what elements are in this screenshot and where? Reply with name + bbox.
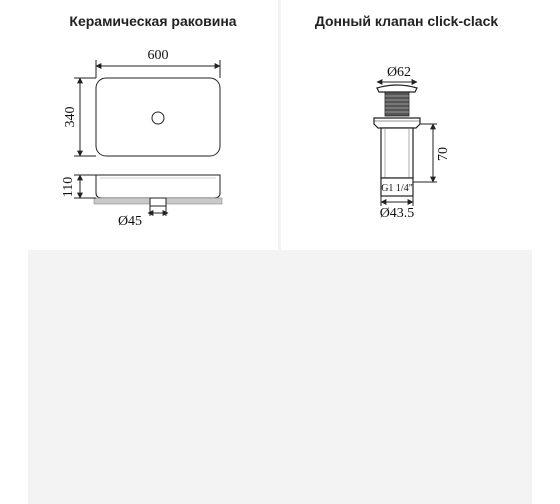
sink-title: Керамическая раковина — [69, 13, 237, 29]
valve-cap — [377, 85, 417, 92]
valve-drawing — [281, 0, 532, 250]
sink-width-label: 600 — [147, 48, 169, 63]
drain-outlet — [150, 198, 166, 206]
sink-drawing — [28, 0, 278, 250]
drain-hole — [152, 112, 164, 124]
valve-card — [281, 0, 532, 250]
sink-base-left — [94, 198, 150, 204]
sink-height-label: 110 — [61, 176, 76, 198]
valve-thread-label: G1 1/4" — [381, 183, 413, 194]
sink-top-view — [96, 78, 220, 156]
sink-depth-label: 340 — [63, 106, 78, 128]
valve-height-label: 70 — [436, 147, 451, 161]
valve-title: Донный клапан click-clack — [314, 13, 499, 29]
sink-side-view — [96, 175, 220, 198]
sink-card — [28, 0, 278, 250]
valve-body — [381, 128, 413, 178]
valve-flange — [374, 118, 420, 128]
valve-top-label: Ø62 — [386, 65, 412, 80]
sink-base-right — [166, 198, 222, 204]
sink-drain-label: Ø45 — [117, 214, 143, 229]
valve-bottom-label: Ø43.5 — [379, 206, 415, 221]
